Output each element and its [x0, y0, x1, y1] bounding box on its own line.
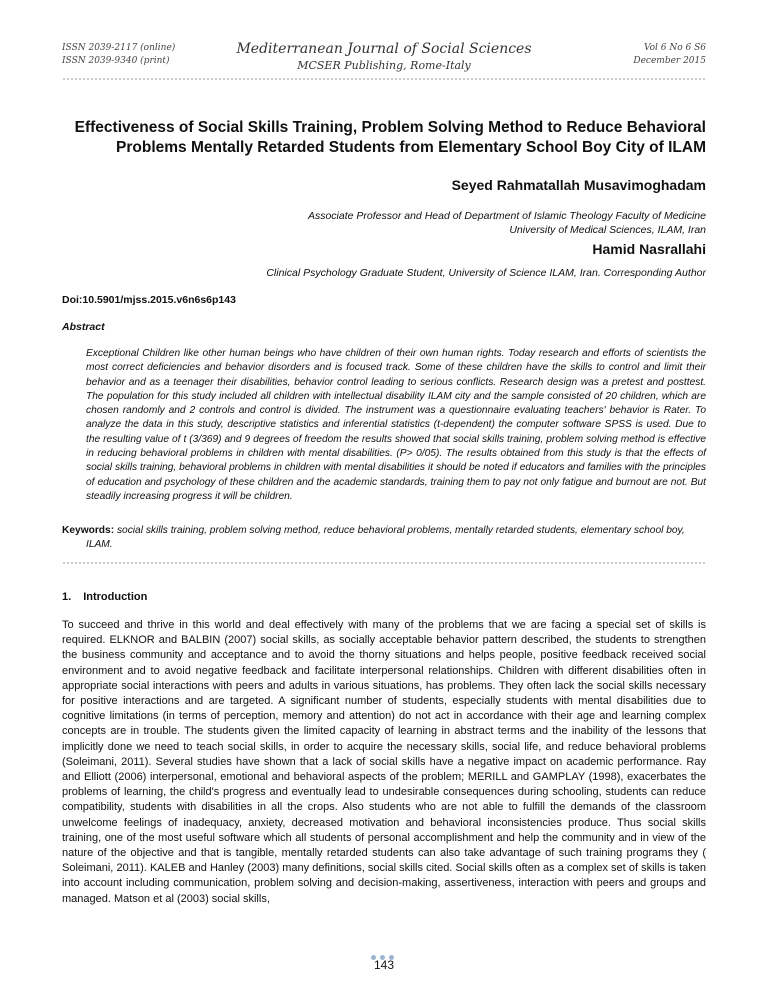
section-heading [62, 591, 147, 603]
author-affiliation: Clinical Psychology Graduate Student, University of Science ILAM, Iran. Corresponding Author [266, 267, 706, 279]
author-name: Hamid Nasrallahi [592, 241, 706, 257]
issn-print: ISSN 2039-9340 (print) [62, 56, 170, 66]
keywords-label: Keywords: [62, 525, 115, 536]
keywords-text: social skills training, problem solving method, reduce behavioral problems, mentally retarded students, elementary school boy, ILAM. [86, 525, 685, 551]
abstract-text: Exceptional Children like other human beings who have children of their own human rights. Today research and efforts of scientists the most correct deficiencies and behavior disorders and is focused track. Some of these children have the skills to control and limit their behavior and as a teenager their disabilities, behavior control leading to serious conflicts. Research design was a pretest and posttest. The population for this study included all children with intellectual disability ILAM city and the sample consisted of 20 children, which are chosen randomly and 2 controls and control is divided. The instrument was a questionnaire evaluating teachers' behavior is Rater. To analyze the data in this study, descriptive statistics and inferential statistics (t-dependent) the computer software SPSS is used. Due to the resulting value of t (3/369) and 9 degrees of freedom the results showed that social skills training, problem solving method is effective in reducing behavioral problems in children with mental disabilities. (P> 0/05). The results obtained from this study is that the effects of social skills training, behavioral problems in children with mental disabilities it should be noted if educators and families with the principles of education and psychology of these children and the academic standards, training them to pay not only fatigue and burnout are not. But steadily increasing progress it will be children. [86, 348, 706, 502]
doi[interactable]: Doi:10.5901/mjss.2015.v6n6s6p143 [62, 294, 236, 306]
section-divider [62, 561, 706, 566]
page-number: 143 [373, 958, 395, 972]
journal-name: Mediterranean Journal of Social Sciences [236, 41, 532, 57]
volume: Vol 6 No 6 S6 [643, 43, 706, 53]
header-issn [62, 42, 175, 68]
author-name: Seyed Rahmatallah Musavimoghadam [451, 177, 706, 193]
affiliation-line: Associate Professor and Head of Department of Islamic Theology Faculty of Medicine [307, 210, 706, 222]
publisher: MCSER Publishing, Rome-Italy [297, 59, 471, 72]
introduction-text: To succeed and thrive in this world and deal effectively with many of the problems that we are facing a special set of skills is required. ELKNOR and BALBIN (2007) social skills, as socially acceptable behavior pattern described, the students to strengthen the business community and acceptance and to avoid the thorny situations and helps people, positive feedback received social environment and to avoid negative feedback and facilitate interpersonal relationships. Children with different disabilities often in appropriate social interactions with peers and adults in various situations, has problems. They often lack the social skills necessary for positive interactions and are targeted. A significant number of students, especially students with mental disabilities due to cognitive limitations (in terms of perception, memory and attention) do not act in accordance with their age and learning complex concepts are in trouble. The students given the limited capacity of learning in abstract terms and the inability of the lessons that implicitly done we need to teach social skills, in order to acquire the necessary skills, social life, and reduce behavioral problems (Soleimani, 2011). Several studies have shown that a lack of social skills have a negative impact on academic performance. Ray and Elliott (2006) interpersonal, emotional and behavioral aspects of the problem; MERILL and GAMPLAY (1998), exacerbates the problems of learning, the child's progress and eventually lead to undesirable consequences during schooling, students can reduce compatibility, students with disabilities in all the crops. Also students who are not able to fulfill the demands of the classroom unwelcome feelings of inadequacy, anxiety, decreased motivation and behavioral inconsistencies produce. Thus social skills training, one of the most useful software which all students of personal accomplishment and help the community and in view of the nature of the objective and that is tangible, mentally retarded students can also take advantage of such training programs they ( Soleimani, 2011). KALEB and Hanley (2003) many definitions, social skills cited. Social skills often as a complex set of skills is taken into account including communication, problem solving and decision-making, assertiveness, interaction with peers and groups and managed. Matson et al (2003) social skills, [62, 619, 706, 905]
header-volume [633, 42, 706, 68]
abstract-heading: Abstract [62, 321, 105, 333]
article-title: Effectiveness of Social Skills Training, Problem Solving Method to Reduce Behavioral Problems Mentally Retarded Students from Elementary School Boy City of ILAM [74, 119, 706, 156]
header-divider [62, 77, 706, 82]
section-number: 1. [62, 591, 72, 603]
header-journal [224, 40, 544, 74]
section-title: Introduction [83, 591, 148, 603]
issue-date: December 2015 [633, 56, 706, 66]
issn-online: ISSN 2039-2117 (online) [62, 43, 176, 53]
keywords [62, 524, 706, 553]
affiliation-line: University of Medical Sciences, ILAM, Iran [509, 224, 706, 236]
author-affiliation [308, 209, 706, 237]
